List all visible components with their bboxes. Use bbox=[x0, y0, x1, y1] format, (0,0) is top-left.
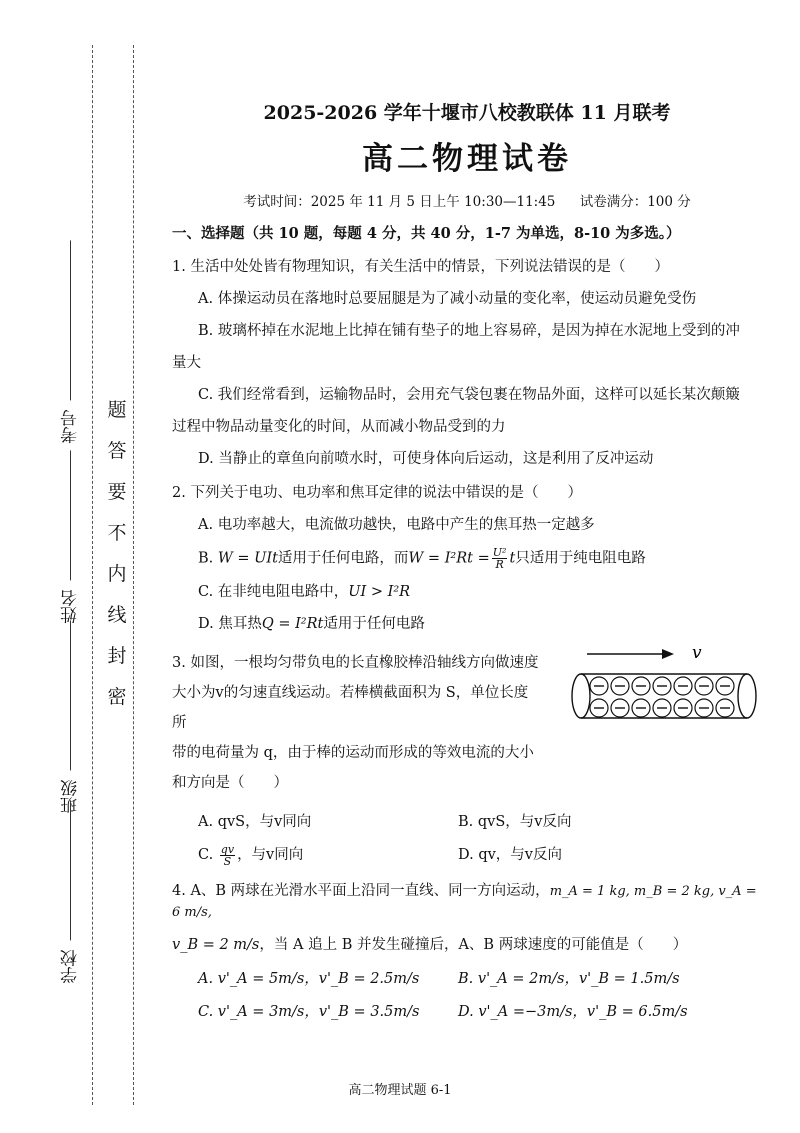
page-footer: 高二物理试题 6-1 bbox=[348, 1083, 452, 1098]
formula: W = UIt bbox=[217, 550, 278, 567]
exam-name: 2025-2026 学年十堰市八校教联体 11 月联考 bbox=[263, 102, 671, 124]
seal-char: 内 bbox=[107, 563, 127, 585]
question-1-option-c-cont: 过程中物品动量变化的时间，从而减小物品受到的力 bbox=[172, 419, 506, 435]
question-4-stem-cont: v_B = 2 m/s，当 A 追上 B 并发生碰撞后，A、B 两球速度的可能值是（ ） bbox=[172, 936, 688, 953]
page-title: 高二物理试卷 bbox=[362, 141, 572, 177]
question-3-stem: 3. 如图，一根均匀带负电的长直橡胶棒沿轴线方向做速度 大小为v的匀速直线运动。若棒横截面积为 S，单位长度所 带的电荷量为 q，由于棒的运动而形成的等效电流的大小 和方向是（ ） bbox=[172, 655, 539, 791]
seal-char: 不 bbox=[107, 522, 127, 544]
school-label: 学校 bbox=[61, 949, 81, 984]
question-1-option-c: C. 我们经常看到，运输物品时，会用充气袋包裹在物品外面，这样可以延长某次颠簸 bbox=[198, 387, 740, 403]
seal-warning bbox=[104, 395, 130, 709]
exam-content bbox=[172, 92, 762, 1021]
rod-end bbox=[572, 674, 590, 718]
question-2-stem: 2. 下列关于电功、电功率和焦耳定律的说法中错误的是（ ） bbox=[172, 485, 582, 501]
question-3-option-d: D. qv，与v反向 bbox=[458, 847, 562, 863]
question-3-option-b: B. qvS，与v反向 bbox=[458, 814, 572, 830]
class-label: 班级 bbox=[61, 779, 81, 814]
formula: m_A = 1 kg, m_B = 2 kg, v_A = 6 m/s, bbox=[172, 883, 757, 920]
question-2-option-a: A. 电功率越大，电流做功越快，电路中产生的焦耳热一定越多 bbox=[198, 517, 595, 533]
question-3-option-c: C. $\frac{qv}{S}$ ，与v同向 bbox=[198, 842, 304, 868]
name-label: 姓名 bbox=[61, 589, 81, 624]
formula: Q = I²Rt bbox=[261, 616, 324, 632]
question-1-option-b-cont: 量大 bbox=[172, 355, 201, 371]
binding-margin bbox=[0, 0, 160, 1133]
seal-char: 线 bbox=[107, 604, 127, 626]
question-4-stem: 4. A、B 两球在光滑水平面上沿同一直线、同一方向运动，m_A = 1 kg, m_B = 2 kg, v_A = 6 m/s, bbox=[172, 882, 757, 920]
question-1-option-d: D. 当静止的章鱼向前喷水时，可使身体向后运动，这是利用了反冲运动 bbox=[198, 451, 654, 467]
formula: v_B = 2 m/s bbox=[172, 936, 260, 953]
question-4-option-b: B. v'_A = 2m/s，v'_B = 1.5m/s bbox=[458, 970, 680, 987]
question-1-stem: 1. 生活中处处皆有物理知识，有关生活中的情景，下列说法错误的是（ ） bbox=[172, 259, 669, 275]
negative-charges bbox=[590, 677, 734, 717]
velocity-label: v bbox=[692, 643, 702, 663]
question-3 bbox=[172, 643, 762, 798]
class-field bbox=[58, 620, 88, 813]
margin-dashed-line bbox=[92, 45, 93, 1105]
question-4-option-c: C. v'_A = 3m/s，v'_B = 3.5m/s bbox=[198, 1003, 420, 1020]
question-2-option-d: D. 焦耳热Q = I²Rt适用于任何电路 bbox=[198, 616, 425, 632]
section-heading: 一、选择题（共 10 题，每题 4 分，共 40 分，1-7 为单选，8-10 为多选。） bbox=[172, 225, 681, 242]
exam-number-label: 考号 bbox=[61, 409, 81, 444]
rod-end bbox=[738, 674, 756, 718]
exam-number-field bbox=[58, 240, 88, 443]
seal-char: 要 bbox=[107, 481, 127, 503]
question-4-options bbox=[172, 967, 762, 1021]
formula: UI > I²R bbox=[348, 584, 411, 600]
question-4-option-a: A. v'_A = 5m/s，v'_B = 2.5m/s bbox=[198, 970, 420, 987]
seal-char: 密 bbox=[107, 686, 127, 708]
question-3-options bbox=[172, 810, 762, 867]
seal-char: 封 bbox=[107, 645, 127, 667]
fraction: $\frac{\text{U²}}{R}$ bbox=[492, 546, 507, 571]
seal-char: 答 bbox=[107, 440, 127, 462]
arrow-head bbox=[662, 649, 674, 659]
exam-time: 考试时间：2025 年 11 月 5 日上午 10:30—11:45 bbox=[243, 194, 556, 210]
question-1-option-a: A. 体操运动员在落地时总要屈腿是为了减小动量的变化率，使运动员避免受伤 bbox=[198, 291, 697, 307]
seal-char: 题 bbox=[107, 399, 127, 421]
formula: W = I²Rt = bbox=[408, 550, 490, 567]
school-field bbox=[58, 800, 88, 983]
exam-score: 试卷满分：100 分 bbox=[579, 194, 691, 210]
question-1-option-b: B. 玻璃杯掉在水泥地上比掉在铺有垫子的地上容易碎，是因为掉在水泥地上受到的冲 bbox=[198, 323, 740, 339]
charged-rod-figure bbox=[567, 642, 767, 732]
question-4-option-d: D. v'_A =−3m/s，v'_B = 6.5m/s bbox=[458, 1003, 688, 1020]
question-2-option-b: B. W = UIt适用于任何电路，而W = I²Rt = $\frac{\text{U²}}{R}$ t只适用于纯电阻电路 bbox=[198, 546, 646, 571]
question-3-option-a: A. qvS，与v同向 bbox=[198, 814, 312, 830]
question-2-option-c: C. 在非纯电阻电路中，UI > I²R bbox=[198, 584, 411, 600]
name-field bbox=[58, 450, 88, 623]
fraction: $\frac{qv}{S}$ bbox=[220, 842, 235, 868]
seal-dashed-line bbox=[133, 45, 134, 1105]
exam-info bbox=[172, 190, 762, 210]
